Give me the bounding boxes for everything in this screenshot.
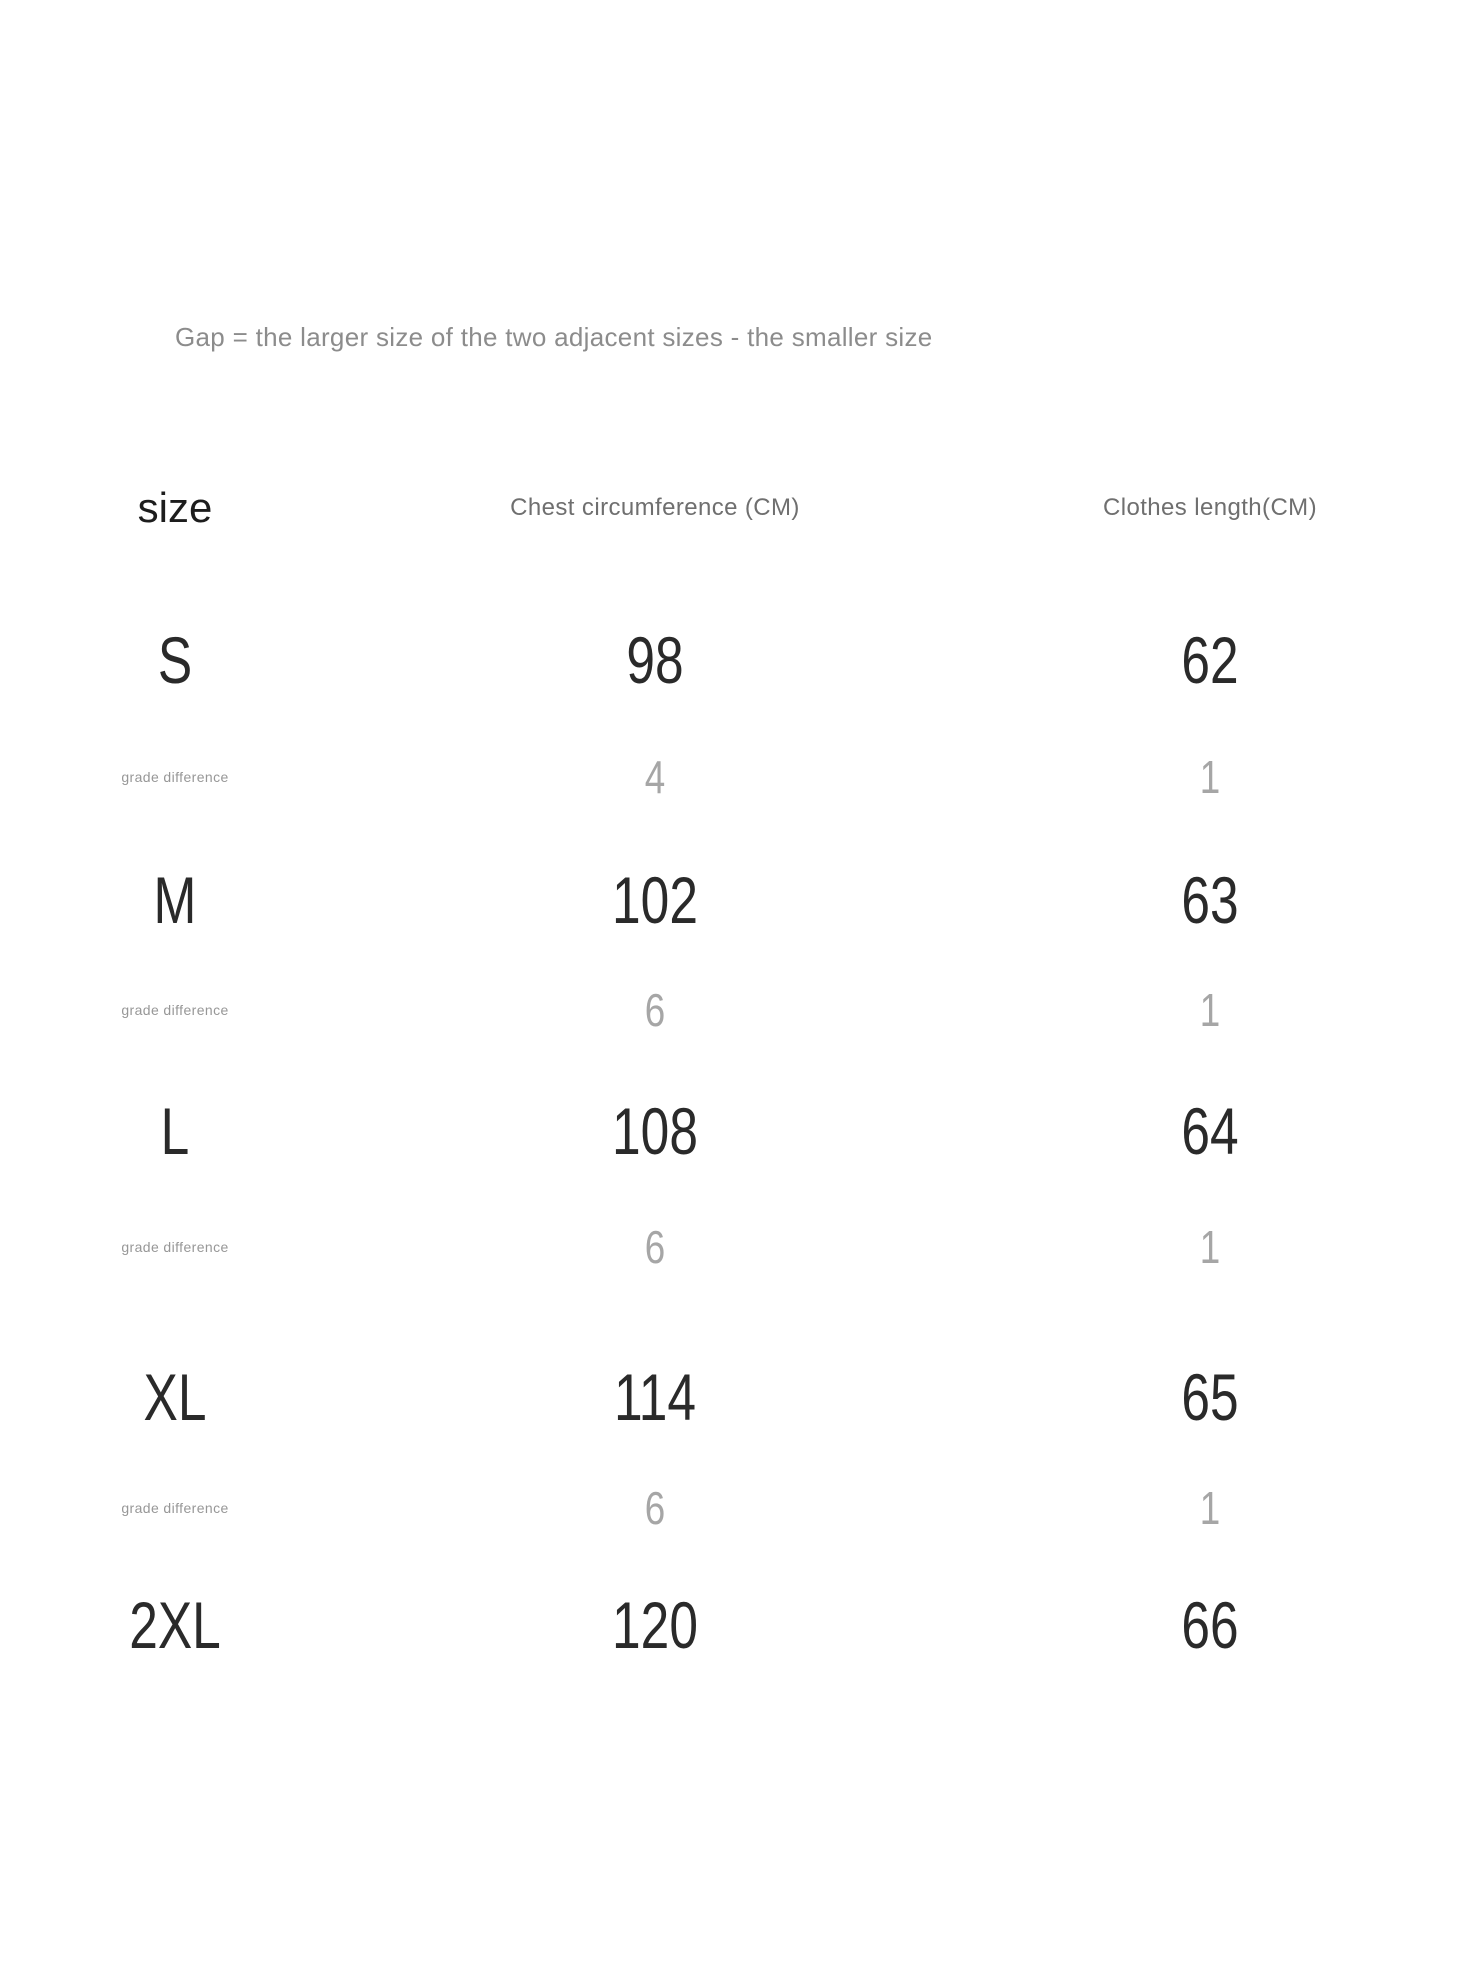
size-label: 2XL [129, 1588, 221, 1662]
chest-value: 98 [626, 623, 684, 697]
column-header-clothes-length: Clothes length(CM) [1103, 494, 1317, 521]
chest-value: 108 [612, 1094, 698, 1168]
grade-difference-row-1 [0, 742, 1482, 812]
size-label: S [157, 623, 193, 697]
grade-difference-row-2 [0, 975, 1482, 1045]
grade-difference-chest-value: 6 [644, 1482, 666, 1534]
length-value: 66 [1181, 1588, 1239, 1662]
column-header-chest-circumference: Chest circumference (CM) [510, 494, 800, 521]
gap-formula-note: Gap = the larger size of the two adjacent sizes - the smaller size [175, 322, 933, 352]
chest-value: 114 [613, 1360, 697, 1434]
size-row-l [0, 1093, 1482, 1168]
grade-difference-length-value: 1 [1199, 751, 1221, 803]
grade-difference-label: grade difference [121, 1500, 229, 1516]
length-value: 62 [1181, 623, 1239, 697]
chest-value: 120 [612, 1588, 698, 1662]
size-label: L [160, 1094, 190, 1168]
grade-difference-length-value: 1 [1199, 1482, 1221, 1534]
size-label: M [153, 863, 197, 937]
grade-difference-length-value: 1 [1199, 984, 1221, 1036]
grade-difference-label: grade difference [121, 1002, 229, 1018]
grade-difference-row-3 [0, 1212, 1482, 1282]
column-header-size: size [137, 484, 213, 531]
length-value: 65 [1181, 1360, 1239, 1434]
size-row-m [0, 862, 1482, 937]
grade-difference-label: grade difference [121, 769, 229, 785]
grade-difference-length-value: 1 [1199, 1221, 1221, 1273]
grade-difference-chest-value: 6 [644, 984, 666, 1036]
grade-difference-label: grade difference [121, 1239, 229, 1255]
size-label: XL [143, 1360, 207, 1434]
grade-difference-row-4 [0, 1473, 1482, 1543]
size-chart-header-row [0, 473, 1482, 543]
grade-difference-chest-value: 4 [644, 751, 666, 803]
length-value: 64 [1181, 1094, 1239, 1168]
size-row-s [0, 622, 1482, 697]
grade-difference-chest-value: 6 [644, 1221, 666, 1273]
size-row-2xl [0, 1587, 1482, 1662]
chest-value: 102 [612, 863, 698, 937]
length-value: 63 [1181, 863, 1239, 937]
size-row-xl [0, 1359, 1482, 1434]
